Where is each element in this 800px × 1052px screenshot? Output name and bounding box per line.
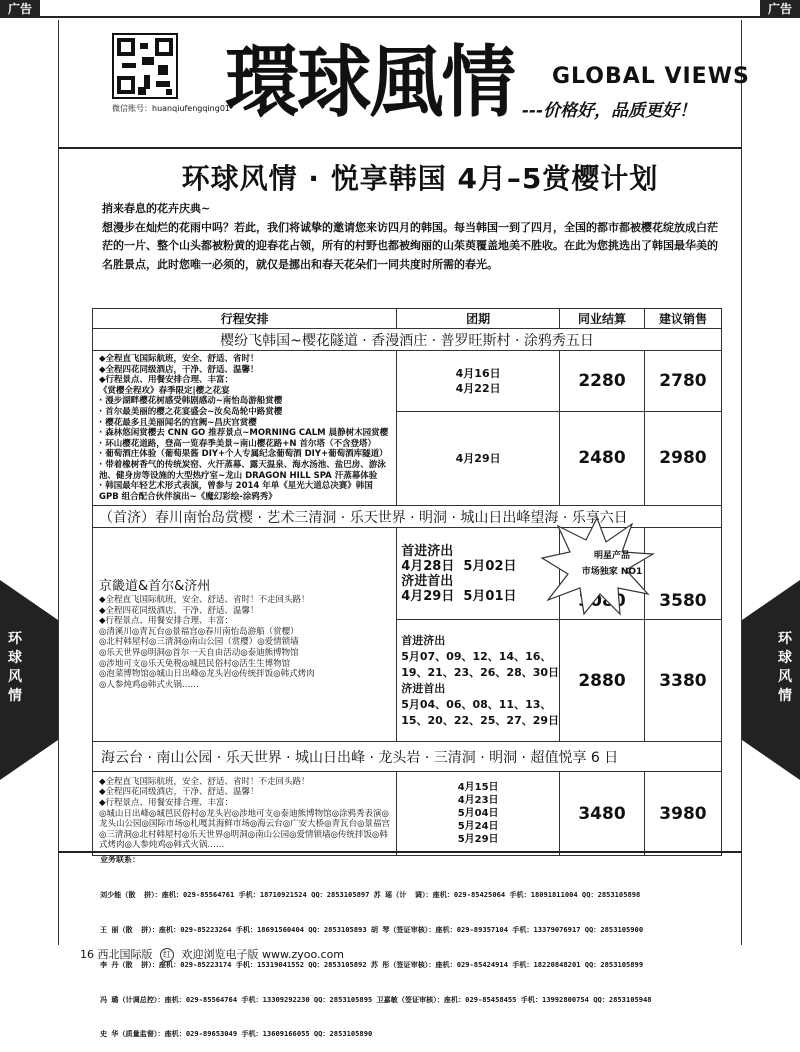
section-2-subtitle: 京畿道&首尔&济州 xyxy=(99,579,211,595)
brand-logo: 環球風情 xyxy=(225,37,514,128)
intro-lead: 捎来春息的花卉庆典~ xyxy=(102,202,211,215)
dates-cell: 首进济出 4月28日 5月02日 济进首出 4月29日 5月01日 xyxy=(397,528,560,620)
header-net-price: 同业结算 xyxy=(560,309,645,329)
qr-code[interactable] xyxy=(112,33,230,117)
net-price-cell: 2280 xyxy=(560,351,645,412)
dates-cell: 4月29日 xyxy=(397,411,560,506)
badge-line-2: 市场独家 NO1 xyxy=(581,567,643,577)
footer xyxy=(80,946,344,962)
table-row xyxy=(93,351,722,412)
table-row xyxy=(93,772,722,856)
contacts-heading: 业务联系： xyxy=(100,855,140,864)
website-link[interactable]: 欢迎浏览电子版 www.zyoo.com xyxy=(181,948,345,961)
header-dates: 团期 xyxy=(397,309,560,329)
qr-code-icon xyxy=(112,33,178,99)
section-2-title: （首济）春川南怡岛赏樱 · 艺术三清洞 · 乐天世界 · 明洞 · 城山日出峰望海 · 乐享六日 xyxy=(93,506,722,528)
top-bar xyxy=(0,0,800,18)
section-1-title: 樱纷飞韩国~樱花隧道 · 香漫酒庄 · 普罗旺斯村 · 涂鸦秀五日 xyxy=(93,329,722,351)
retail-price-cell: 2980 xyxy=(644,411,721,506)
dates-cell: 4月15日 4月23日 5月04日 5月24日 5月29日 xyxy=(397,772,560,856)
net-price-cell: 3480 xyxy=(560,772,645,856)
net-price-cell: 2880 xyxy=(560,620,645,742)
retail-price-cell: 3580 xyxy=(644,528,721,620)
contact-row: 史 华（质量监督）：座机：029-89653049 手机：13609166055 QQ：2853105890 xyxy=(100,1029,373,1039)
intro xyxy=(102,200,722,274)
table-header xyxy=(93,309,722,329)
divider xyxy=(58,851,742,853)
wechat-id: 微信账号：huanqiufengqing01 xyxy=(112,104,230,113)
page-title: 环球风情 · 悦享韩国 4月–5赏樱计划 xyxy=(181,162,659,195)
contact-row: 王 丽（散 拼）：座机：029-85223264 手机：18691560404 QQ：2853105893 胡 琴（签证审核）：座机：029-89357104 手机：13379076917 QQ：2853105900 xyxy=(100,924,644,934)
dates-cell: 首进济出 5月07、09、12、14、16、 19、21、23、26、28、30日 济进首出 5月04、06、08、11、13、 15、20、22、25、27、29日 xyxy=(397,620,560,742)
starburst-badge xyxy=(572,548,652,580)
net-price-cell: 3080 xyxy=(560,528,645,620)
contact-row: 冯 璐（计调总控）：座机：029-85564764 手机：13309292230 QQ：2853105895 卫嘉敏（签证审核）：座机：029-85458455 手机：13992800754 QQ：2853105948 xyxy=(100,994,652,1004)
dates-cell: 4月16日 4月22日 xyxy=(397,351,560,412)
intro-text: 想漫步在灿烂的花雨中吗？若此，我们将诚挚的邀请您来访四月的韩国。每当韩国一到了四月，全国的都市都被樱花绽放成白茫茫的一片、整个山头都被粉黄的迎春花占领，所有的村野也都被绚丽的山茱萸覆盖地美不胜收。在此为您挑选出了韩国最华美的名胜景点，此时您唯一必须的，就仅是挪出和春天花朵们一同共度时所需的春光。 xyxy=(102,220,718,271)
side-text-right: 环球风情 xyxy=(778,631,792,704)
retail-price-cell: 3980 xyxy=(644,772,721,856)
page-number: 16 xyxy=(80,948,94,961)
contact-row: 刘少能（散 拼）：座机：029-85564761 手机：18710921524 QQ：2853105897 苏 瑶（计 调）：座机：029-85425064 手机：18091811004 QQ：2853105898 xyxy=(100,890,641,900)
section-title-row xyxy=(93,742,722,772)
header-retail-price: 建议销售 xyxy=(644,309,721,329)
section-3-title: 海云台 · 南山公园 · 乐天世界 · 城山日出峰 · 龙头岩 · 三清洞 · 明洞 · 超值悦享 6 日 xyxy=(93,742,722,772)
edition-icon: 红 xyxy=(160,948,174,962)
section-2-features: ◆全程直飞国际航班，安全、舒适、省时！不走回头路！ ◆全程四花同级酒店，干净、舒适、温馨！ ◆行程景点、用餐安排合理、丰富： ◎清溪川◎青瓦台◎景福宫◎春川南怡岛游船（赏樱） ◎北村韩屋村◎三清洞◎南山公园（赏樱）◎爱情锁墙 ◎乐天世界◎明洞◎首尔一天自由活动◎泰迪熊博物馆 ◎涉地可支◎乐天免税◎城邑民俗村◎活生生博物馆 ◎泡菜博物馆◎城山日出峰◎龙头岩◎传统拌饭◎韩式烤肉 ◎人参炖鸡◎韩式火锅…… xyxy=(99,594,315,690)
ad-label-right: 广告 xyxy=(760,0,800,18)
retail-price-cell: 2780 xyxy=(644,351,721,412)
section-title-row xyxy=(93,329,722,351)
net-price-cell: 2480 xyxy=(560,411,645,506)
brand-english: GLOBAL VIEWS xyxy=(552,64,750,89)
section-3-features: ◆全程直飞国际航班，安全、舒适、省时！不走回头路！ ◆全程四花同级酒店，干净、舒适、温馨！ ◆行程景点、用餐安排合理、丰富： ◎城山日出峰◎城邑民俗村◎龙头岩◎涉地可支◎泰迪熊博物馆◎涂鸦秀表演◎龙头山公园◎国际市场◎札嘎其海鲜市场◎海云台◎广安大桥◎青瓦台◎景福宫◎三清洞◎北村韩屋村◎乐天世界◎明洞◎南山公园◎爱情锁墙◎传统拌饭◎韩式烤肉◎人参炖鸡◎韩式火锅…… xyxy=(93,772,397,856)
header-itinerary: 行程安排 xyxy=(93,309,397,329)
section-1-features: ◆全程直飞国际航班，安全、舒适、省时！ ◆全程四花同级酒店，干净、舒适、温馨！ ◆行程景点、用餐安排合理、丰富： 《赏樱全程攻》春季限定|樱之花宴 · 漫步湖畔樱花树感受韩剧感动~南怡岛游船赏樱 · 首尔最美丽的樱之花宴盛会~汝矣岛轮中路赏樱 · 樱花最多且美丽闻名的宫阙~昌庆宫赏樱 · 森林悠闲赏樱去 CNN GO 推荐景点~MORNING CALM 晨静树木园赏樱 · 环山樱花道路，登高一览春季美景~南山樱花路+N 首尔塔（不含登塔） · 葡萄酒庄体验（葡萄果酱 DIY+个人专属纪念葡萄酒 DIY+葡萄酒库隧道） · 带着橡树香气的传统炭窑、火汗蒸幕、露天温泉、海水汤池、盐巴房、游泳池、健身房等设施的大型热疗室~龙山 DRAGON HILL SPA 汗蒸幕体验 · 韩国最年轻艺术形式表演，曾参与 2014 年单《星光大道总决赛》韩国 GPB 组合配合伙伴演出~《魔幻彩绘-涂鸦秀》 xyxy=(93,351,397,506)
side-text-left: 环球风情 xyxy=(8,631,22,704)
divider xyxy=(58,147,742,149)
badge-line-1: 明星产品 xyxy=(593,551,630,561)
contact-row: 李 丹（散 拼）：座机：029-85223174 手机：15319041552 QQ：2853105892 苏 彤（签证审核）：座机：029-85424914 手机：18220848201 QQ：2853105899 xyxy=(100,959,644,969)
ad-label-left: 广告 xyxy=(0,0,40,18)
retail-price-cell: 3380 xyxy=(644,620,721,742)
edition-name: 西北国际版 xyxy=(97,948,153,961)
brand-slogan: ---价格好，品质更好！ xyxy=(522,101,697,121)
